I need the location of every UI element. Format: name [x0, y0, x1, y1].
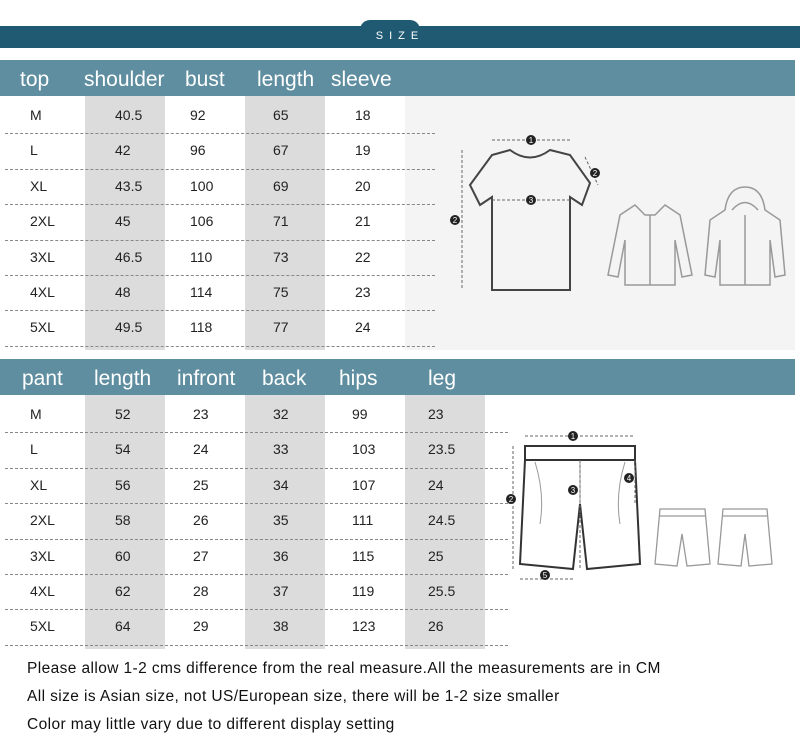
- measurement-cell: 18: [355, 107, 371, 123]
- measurement-cell: 24: [428, 476, 444, 493]
- size-banner: [0, 26, 800, 48]
- measurement-cell: 110: [190, 248, 213, 265]
- shorts-marker-3: 3: [570, 486, 576, 495]
- measurement-cell: 32: [273, 406, 289, 422]
- pant-header-length: length: [94, 367, 152, 390]
- size-label: L: [30, 441, 38, 458]
- measurement-cell: 114: [190, 284, 213, 300]
- measurement-cell: 67: [273, 142, 289, 159]
- measurement-cell: 24.5: [428, 512, 456, 529]
- size-label: L: [30, 142, 38, 159]
- shorts-diagram: [495, 424, 795, 594]
- pant-header-leg: leg: [428, 367, 457, 390]
- pant-header-hips: hips: [339, 367, 378, 390]
- measurement-cell: 42: [115, 142, 131, 159]
- size-label: 2XL: [30, 213, 55, 230]
- measurement-cell: 34: [273, 476, 289, 493]
- measurement-cell: 26: [193, 512, 209, 529]
- note-line-2: All size is Asian size, not US/European size, there will be 1-2 size smaller: [27, 688, 560, 705]
- size-label: XL: [30, 476, 48, 493]
- size-label: M: [30, 107, 42, 123]
- measurement-cell: 73: [273, 248, 289, 265]
- measurement-cell: 23.5: [428, 441, 456, 458]
- measurement-cell: 65: [273, 107, 289, 123]
- row-divider: [5, 645, 508, 646]
- size-label: XL: [30, 177, 48, 194]
- measurement-cell: 38: [273, 618, 289, 635]
- measurement-cell: 69: [273, 177, 289, 194]
- measurement-cell: 115: [352, 547, 375, 564]
- measurement-cell: 77: [273, 319, 289, 336]
- size-banner-label: SIZE: [375, 30, 425, 42]
- measurement-cell: 43.5: [115, 177, 143, 194]
- shorts-thumb-icon-2: [718, 509, 772, 566]
- table-row: [5, 432, 508, 467]
- size-label: 5XL: [30, 319, 55, 336]
- measurement-cell: 46.5: [115, 248, 143, 265]
- measurement-cell: 19: [355, 142, 371, 159]
- table-row: [5, 310, 435, 345]
- measurement-cell: 23: [428, 406, 444, 422]
- measurement-cell: 27: [193, 547, 209, 564]
- shorts-marker-2: 2: [508, 495, 514, 504]
- size-label: M: [30, 406, 42, 422]
- measurement-cell: 92: [190, 107, 206, 123]
- measurement-cell: 64: [115, 618, 131, 635]
- measurement-cell: 75: [273, 284, 289, 300]
- measurement-cell: 36: [273, 547, 289, 564]
- banner-notch: [360, 20, 420, 30]
- measurement-cell: 28: [193, 583, 209, 599]
- top-header-shoulder: shoulder: [84, 68, 165, 91]
- measurement-cell: 111: [352, 512, 374, 529]
- hoodie-icon: [705, 187, 785, 285]
- measurement-cell: 23: [355, 284, 371, 300]
- size-label: 5XL: [30, 618, 55, 635]
- tshirt-marker-1: 1: [528, 136, 534, 145]
- measurement-cell: 54: [115, 441, 131, 458]
- measurement-cell: 100: [190, 177, 214, 194]
- measurement-cell: 24: [355, 319, 371, 336]
- top-header-length: length: [257, 68, 315, 91]
- size-label: 3XL: [30, 248, 55, 265]
- pant-size-table: [0, 359, 795, 649]
- measurement-cell: 33: [273, 441, 289, 458]
- measurement-cell: 37: [273, 583, 289, 599]
- top-header-top: top: [20, 68, 50, 91]
- measurement-cell: 106: [190, 213, 214, 230]
- table-row: [5, 397, 508, 432]
- shirt-icon: [608, 205, 692, 285]
- top-size-table: [0, 60, 795, 350]
- table-row: [5, 503, 508, 538]
- table-row: [5, 169, 435, 204]
- measurement-cell: 35: [273, 512, 289, 529]
- measurement-cell: 25: [193, 476, 209, 493]
- shorts-marker-5: 5: [542, 571, 548, 580]
- size-label: 3XL: [30, 547, 55, 564]
- table-row: [5, 468, 508, 503]
- pant-header-back: back: [262, 367, 307, 390]
- pant-header-infront: infront: [177, 367, 236, 390]
- shorts-marker-4: 4: [626, 474, 632, 483]
- table-row: [5, 609, 508, 644]
- table-row: [5, 133, 435, 168]
- measurement-cell: 99: [352, 406, 368, 422]
- table-row: [5, 275, 435, 310]
- measurement-cell: 103: [352, 441, 376, 458]
- measurement-cell: 123: [352, 618, 376, 635]
- table-row: [5, 574, 508, 609]
- measurement-cell: 23: [193, 406, 209, 422]
- measurement-cell: 118: [190, 319, 213, 336]
- measurement-cell: 52: [115, 406, 131, 422]
- row-divider: [5, 346, 435, 347]
- measurement-cell: 56: [115, 476, 131, 493]
- size-label: 2XL: [30, 512, 55, 529]
- tshirt-marker-3: 3: [528, 196, 534, 205]
- measurement-cell: 48: [115, 284, 131, 300]
- measurement-cell: 49.5: [115, 319, 143, 336]
- size-label: 4XL: [30, 284, 55, 300]
- measurement-cell: 24: [193, 441, 209, 458]
- tshirt-diagram: [440, 125, 790, 355]
- measurement-cell: 20: [355, 177, 371, 194]
- measurement-cell: 107: [352, 476, 376, 493]
- measurement-cell: 25: [428, 547, 444, 564]
- table-row: [5, 98, 435, 133]
- note-line-1: Please allow 1-2 cms difference from the real measure.All the measurements are in CM: [27, 660, 661, 677]
- measurement-cell: 22: [355, 248, 371, 265]
- measurement-cell: 62: [115, 583, 131, 599]
- tshirt-marker-4: 2: [592, 169, 598, 178]
- measurement-cell: 29: [193, 618, 209, 635]
- top-header-sleeve: sleeve: [331, 68, 392, 91]
- measurement-cell: 40.5: [115, 107, 143, 123]
- tshirt-marker-2: 2: [452, 216, 458, 225]
- top-table-header: [0, 60, 795, 96]
- shorts-thumb-icon: [655, 509, 710, 566]
- measurement-cell: 119: [352, 583, 375, 599]
- measurement-cell: 58: [115, 512, 131, 529]
- table-row: [5, 240, 435, 275]
- table-row: [5, 204, 435, 239]
- measurement-cell: 71: [273, 213, 289, 230]
- size-label: 4XL: [30, 583, 55, 599]
- measurement-cell: 96: [190, 142, 206, 159]
- pant-table-header: [0, 359, 795, 395]
- note-line-3: Color may little vary due to different display setting: [27, 716, 395, 733]
- top-header-bust: bust: [185, 68, 225, 91]
- table-row: [5, 539, 508, 574]
- shorts-marker-1: 1: [570, 432, 576, 441]
- measurement-cell: 60: [115, 547, 131, 564]
- measurement-cell: 21: [355, 213, 371, 230]
- measurement-cell: 25.5: [428, 583, 456, 599]
- pant-header-pant: pant: [22, 367, 63, 390]
- measurement-cell: 45: [115, 213, 131, 230]
- measurement-cell: 26: [428, 618, 444, 635]
